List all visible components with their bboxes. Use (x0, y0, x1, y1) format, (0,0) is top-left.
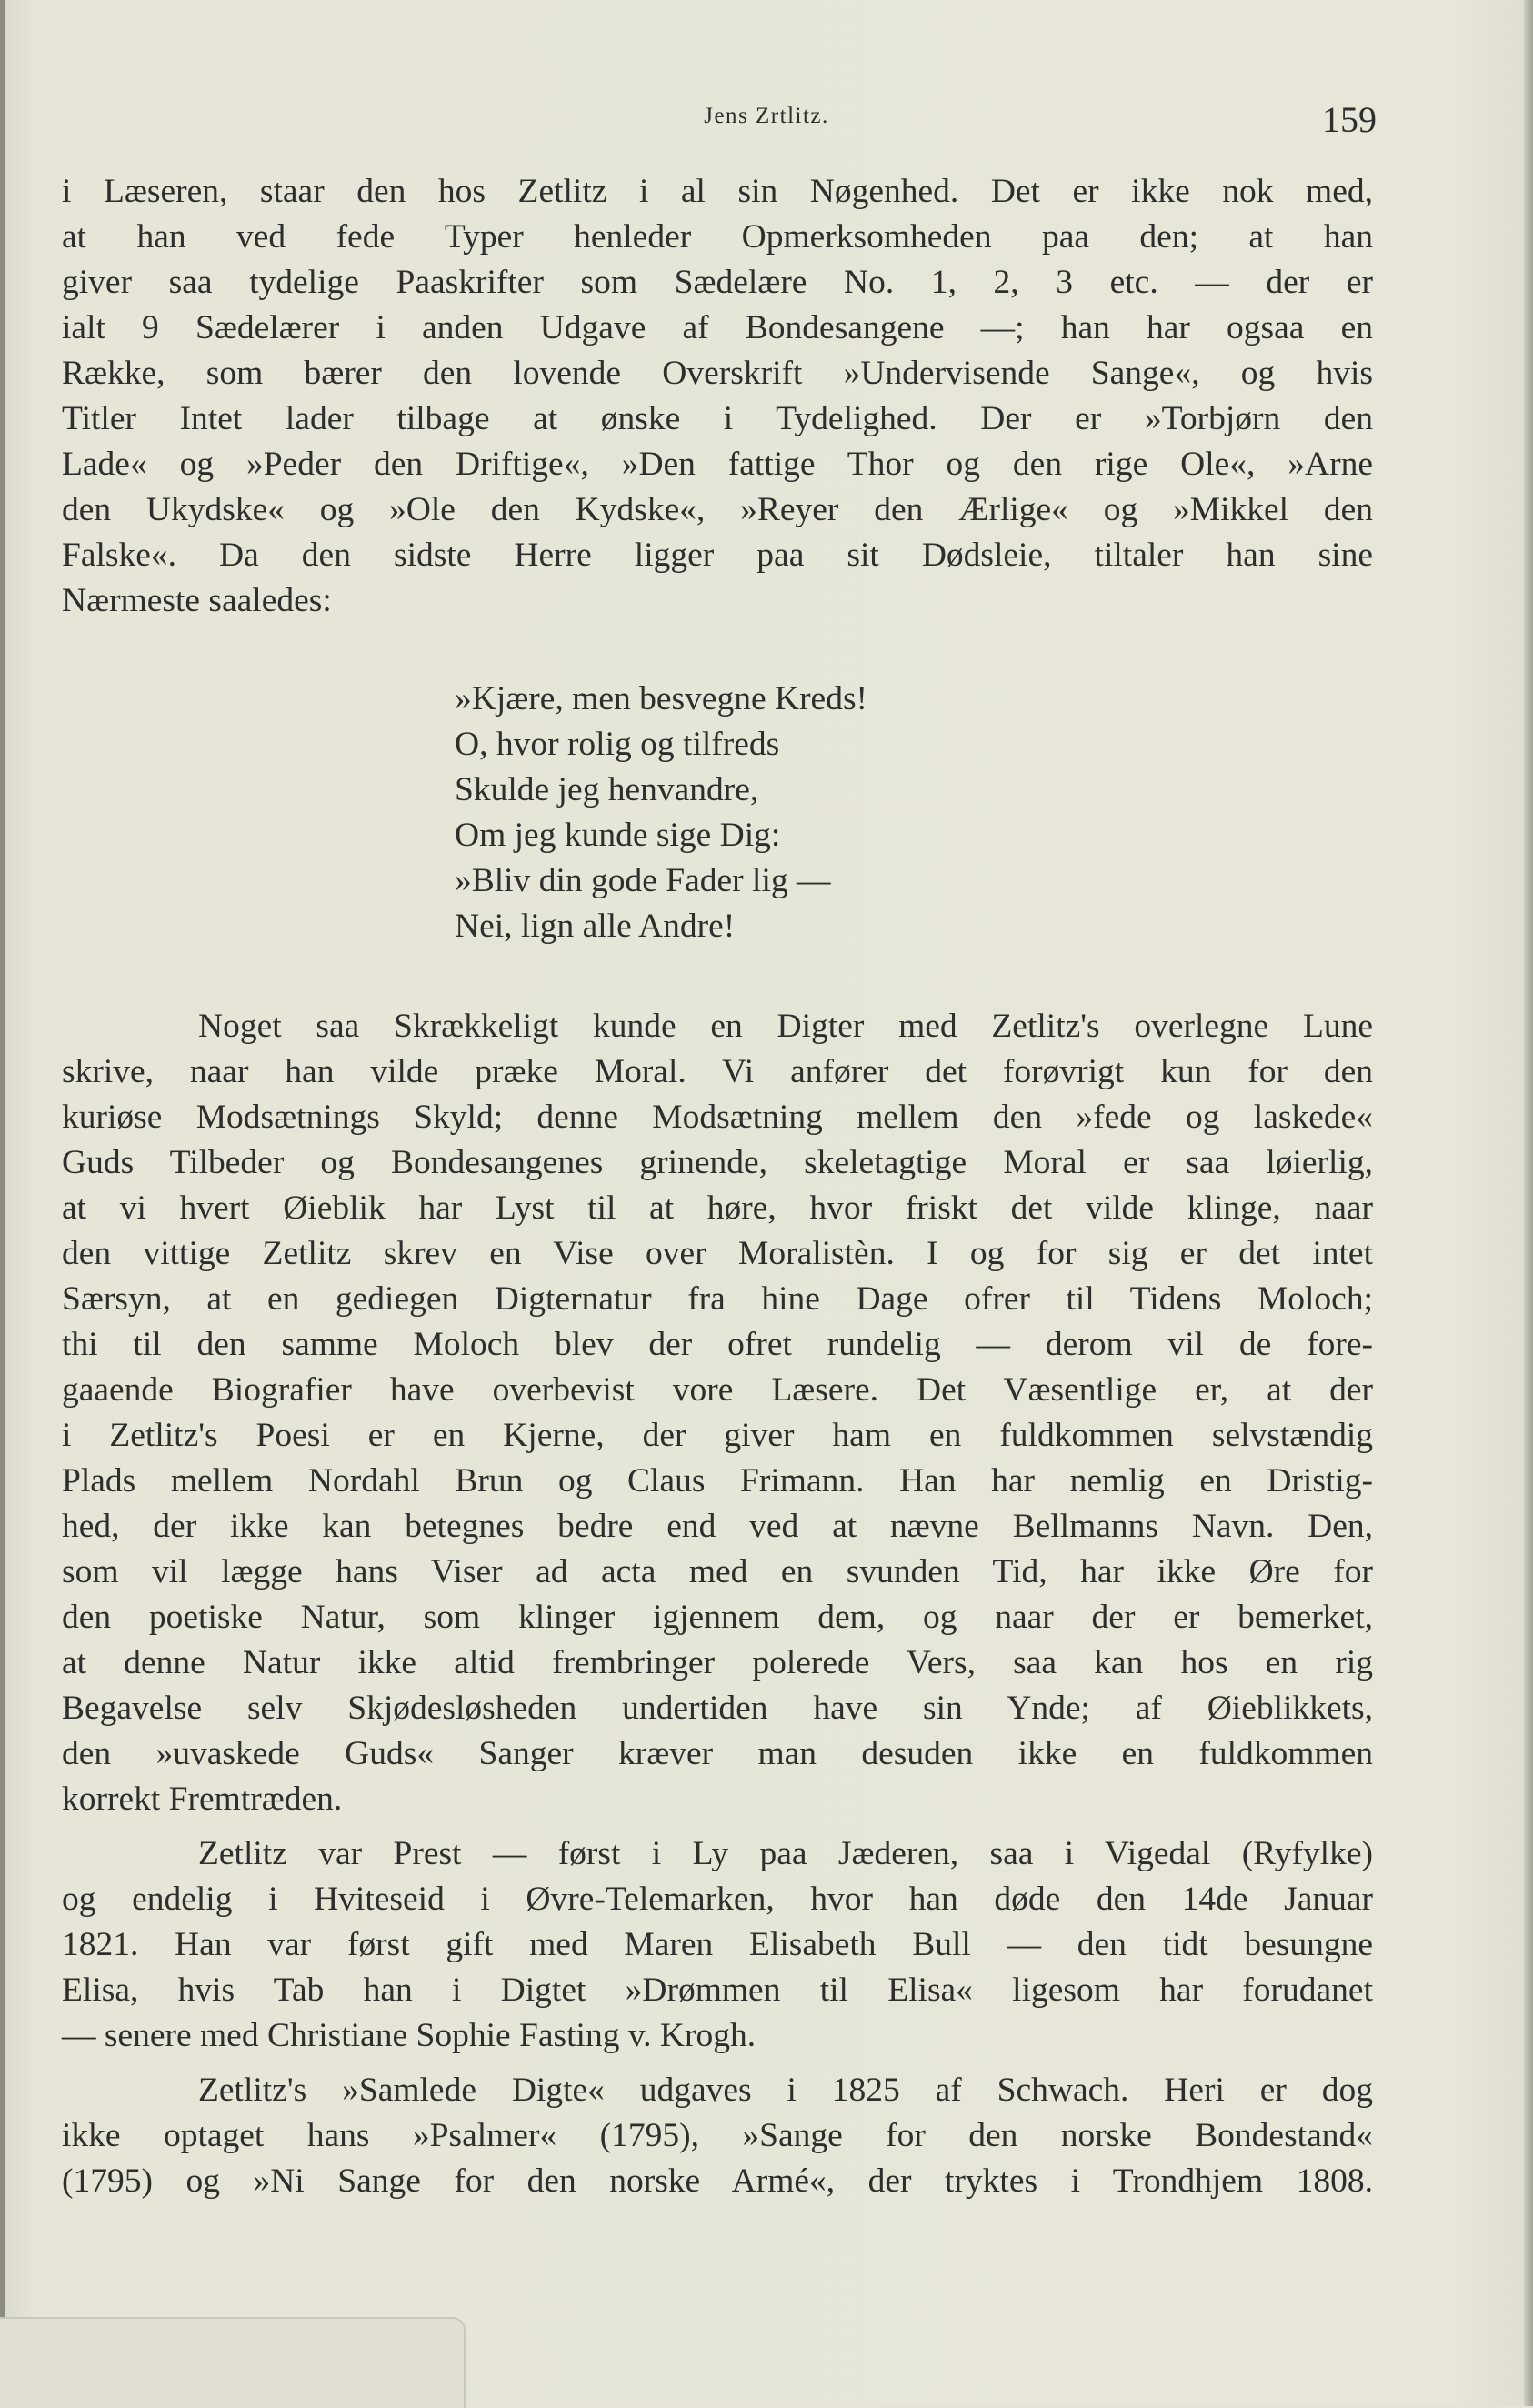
text-line: at vi hvert Øieblik har Lyst til at høre, hvor friskt det vilde klinge, naar (62, 1189, 1373, 1227)
text-line: hed, der ikke kan betegnes bedre end ved at nævne Bellmanns Navn. Den, (62, 1508, 1373, 1545)
text-line: Særsyn, at en gediegen Digternatur fra hine Dage ofrer til Tidens Moloch; (62, 1280, 1373, 1318)
text-line: Begavelse selv Skjødesløsheden undertiden have sin Ynde; af Øieblikkets, (62, 1690, 1373, 1727)
text-line: Plads mellem Nordahl Brun og Claus Frimann. Han har nemlig en Dristig- (62, 1462, 1373, 1500)
page-corner-fold (0, 2317, 466, 2408)
text-line: Falske«. Da den sidste Herre ligger paa sit Dødsleie, tiltaler han sine (62, 537, 1373, 574)
text-line: den »uvaskede Guds« Sanger kræver man desuden ikke en fuldkommen (62, 1735, 1373, 1772)
text-line: Zetlitz var Prest — først i Ly paa Jæderen, saa i Vigedal (Ryfylke) (198, 1835, 1373, 1872)
running-title: Jens Zrtlitz. (704, 104, 829, 128)
text-line: i Læseren, staar den hos Zetlitz i al sin Nøgenhed. Det er ikke nok med, (62, 173, 1373, 210)
text-line: Elisa, hvis Tab han i Digtet »Drømmen til Elisa« ligesom har forudanet (62, 1972, 1373, 2009)
text-line: Titler Intet lader tilbage at ønske i Tydelighed. Der er »Torbjørn den (62, 400, 1373, 437)
page-right-edge (1524, 0, 1533, 2406)
text-line: ialt 9 Sædelærer i anden Udgave af Bondesangene —; han har ogsaa en (62, 309, 1373, 346)
text-line: den poetiske Natur, som klinger igjennem dem, og naar der er bemerket, (62, 1599, 1373, 1636)
text-line: i Zetlitz's Poesi er en Kjerne, der giver ham en fuldkommen selvstændig (62, 1417, 1373, 1454)
page-left-edge (0, 0, 5, 2406)
poem-line: O, hvor rolig og tilfreds (455, 726, 780, 763)
poem-line: Nei, lign alle Andre! (455, 908, 736, 945)
text-line: skrive, naar han vilde præke Moral. Vi anfører det forøvrigt kun for den (62, 1053, 1373, 1090)
text-line: thi til den samme Moloch blev der ofret rundelig — derom vil de fore- (62, 1326, 1373, 1363)
text-line: korrekt Fremtræden. (62, 1781, 343, 1818)
text-line: at han ved fede Typer henleder Opmerksomheden paa den; at han (62, 218, 1373, 256)
text-line: (1795) og »Ni Sange for den norske Armé«, der tryktes i Trondhjem 1808. (62, 2162, 1373, 2200)
poem-line: Skulde jeg henvandre, (455, 771, 759, 808)
text-line: Noget saa Skrækkeligt kunde en Digter med Zetlitz's overlegne Lune (198, 1008, 1373, 1045)
text-line: den vittige Zetlitz skrev en Vise over Moralistèn. I og for sig er det intet (62, 1235, 1373, 1272)
text-line: Zetlitz's »Samlede Digte« udgaves i 1825 af Schwach. Heri er dog (198, 2072, 1373, 2109)
poem-line: »Kjære, men besvegne Kreds! (455, 680, 868, 717)
text-line: ikke optaget hans »Psalmer« (1795), »Sange for den norske Bondestand« (62, 2117, 1373, 2154)
text-line: den Ukydske« og »Ole den Kydske«, »Reyer den Ærlige« og »Mikkel den (62, 491, 1373, 528)
poem-line: »Bliv din gode Fader lig — (455, 862, 831, 899)
text-line: gaaende Biografier have overbevist vore Læsere. Det Væsentlige er, at der (62, 1371, 1373, 1409)
text-line: giver saa tydelige Paaskrifter som Sædelære No. 1, 2, 3 etc. — der er (62, 264, 1373, 301)
page-number: 159 (1322, 99, 1377, 140)
text-line: og endelig i Hviteseid i Øvre-Telemarken, hvor han døde den 14de Januar (62, 1881, 1373, 1918)
text-line: som vil lægge hans Viser ad acta med en svunden Tid, har ikke Øre for (62, 1553, 1373, 1590)
text-line: at denne Natur ikke altid frembringer polerede Vers, saa kan hos en rig (62, 1644, 1373, 1681)
text-line: 1821. Han var først gift med Maren Elisabeth Bull — den tidt besungne (62, 1926, 1373, 1963)
text-line: Række, som bærer den lovende Overskrift »Undervisende Sange«, og hvis (62, 355, 1373, 392)
text-line: — senere med Christiane Sophie Fasting v. Krogh. (62, 2017, 756, 2054)
text-line: Guds Tilbeder og Bondesangenes grinende, skeletagtige Moral er saa løierlig, (62, 1144, 1373, 1181)
poem-line: Om jeg kunde sige Dig: (455, 817, 781, 854)
text-line: Nærmeste saaledes: (62, 582, 332, 619)
text-line: Lade« og »Peder den Driftige«, »Den fattige Thor og den rige Ole«, »Arne (62, 446, 1373, 483)
running-head (0, 98, 1533, 140)
text-line: kuriøse Modsætnings Skyld; denne Modsætning mellem den »fede og laskede« (62, 1099, 1373, 1136)
